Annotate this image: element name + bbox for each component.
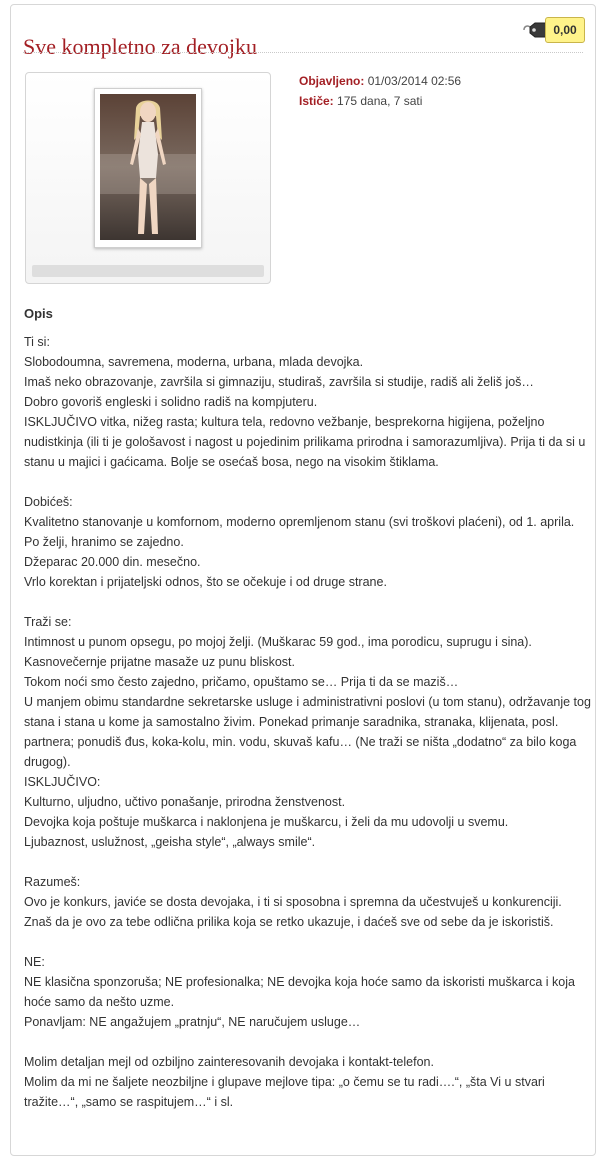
- ad-title: Sve kompletno za devojku: [23, 33, 258, 59]
- gallery-strip: [32, 265, 264, 277]
- ad-card: [10, 4, 596, 1156]
- expires-value: 175 dana, 7 sati: [337, 94, 423, 108]
- description-body: [24, 332, 594, 1112]
- description-block: Molim detaljan mejl od ozbiljno zainteresovanih devojaka i kontakt-telefon. Molim da mi ne šaljete neozbiljne i glupave mejlove tipa: „o čemu se tu radi….“, „šta Vi u stvari tražite…“, „samo se raspitujem…“ i sl.: [24, 1055, 545, 1109]
- expires-row: [299, 91, 461, 111]
- expires-label: Ističe:: [299, 94, 334, 108]
- description-block: Razumeš: Ovo je konkurs, javiće se dosta devojaka, i ti si sposobna i spremna da učestvuješ u konkurenciji. Znaš da je ovo za tebe odlična prilika koja se retko ukazuje, i daćeš sve od sebe da je iskoristiš.: [24, 875, 562, 929]
- price-value: 0,00: [545, 17, 585, 43]
- price-badge: [521, 17, 585, 43]
- description-block: Traži se: Intimnost u punom opsegu, po mojoj želji. (Muškarac 59 god., ima porodicu, suprugu i sina). Kasnovečernje prijatne masaže uz punu bliskost. Tokom noći smo često zajedno, pričamo, opuštamo se… Prija ti da se maziš… U manjem obimu standardne sekretarske usluge i administrativni poslovi (u tom stanu), održavanje tog stana i stana u kome ja samostalno živim. Ponekad primanje saradnika, stranaka, klijenata, posl. partnera; ponudiš đus, koka-kolu, min. vodu, skuvaš kafu… (Ne traži se ništa „dodatno“ za bilo koga drugog).: [24, 615, 591, 769]
- price-tag-icon: [521, 17, 547, 43]
- description-block: NE: NE klasična sponzoruša; NE profesionalka; NE devojka koja hoće samo da iskoristi muškarca i koja hoće samo da nešto uzme. Ponavljam: NE angažujem „pratnju“, NE naručujem usluge…: [24, 955, 575, 1029]
- description-heading: Opis: [24, 306, 53, 321]
- published-label: Objavljeno:: [299, 74, 365, 88]
- published-value: 01/03/2014 02:56: [367, 74, 462, 88]
- description-block: ISKLJUČIVO: Kulturno, uljudno, učtivo ponašanje, prirodna ženstvenost. Devojka koja poštuje muškarca i naklonjena je muškarcu, i želi da mu udovolji u svemu. Ljubaznost, uslužnost, „geisha style“, „always smile“.: [24, 775, 509, 849]
- ad-photo[interactable]: [94, 88, 202, 248]
- photo-image: [100, 94, 196, 240]
- description-block: Dobićeš: Kvalitetno stanovanje u komfornom, moderno opremljenom stanu (svi troškovi plaćeni), od 1. aprila. Po želji, hranimo se zajedno. Džeparac 20.000 din. mesečno. Vrlo korektan i prijateljski odnos, što se očekuje i od druge strane.: [24, 495, 575, 589]
- published-row: [299, 71, 461, 91]
- description-block: Ti si: Slobodoumna, savremena, moderna, urbana, mlada devojka. Imaš neko obrazovanje, završila si gimnaziju, studiraš, završila si studije, radiš ali želiš još… Dobro govoriš engleski i solidno radiš na kompjuteru. ISKLJUČIVO vitka, nižeg rasta; kultura tela, redovno vežbanje, besprekorna higijena, poželjno nudistkinja (ili ti je gološavost i nagost u pojedinim prilikama prirodna i samorazumljiva). Prija ti da si u stanu u majici i gaćicama. Bolje se osećaš bosa, nego na visokim štiklama.: [24, 335, 586, 469]
- title-divider: [23, 52, 583, 53]
- image-gallery: [25, 72, 271, 284]
- ad-meta: [299, 71, 461, 111]
